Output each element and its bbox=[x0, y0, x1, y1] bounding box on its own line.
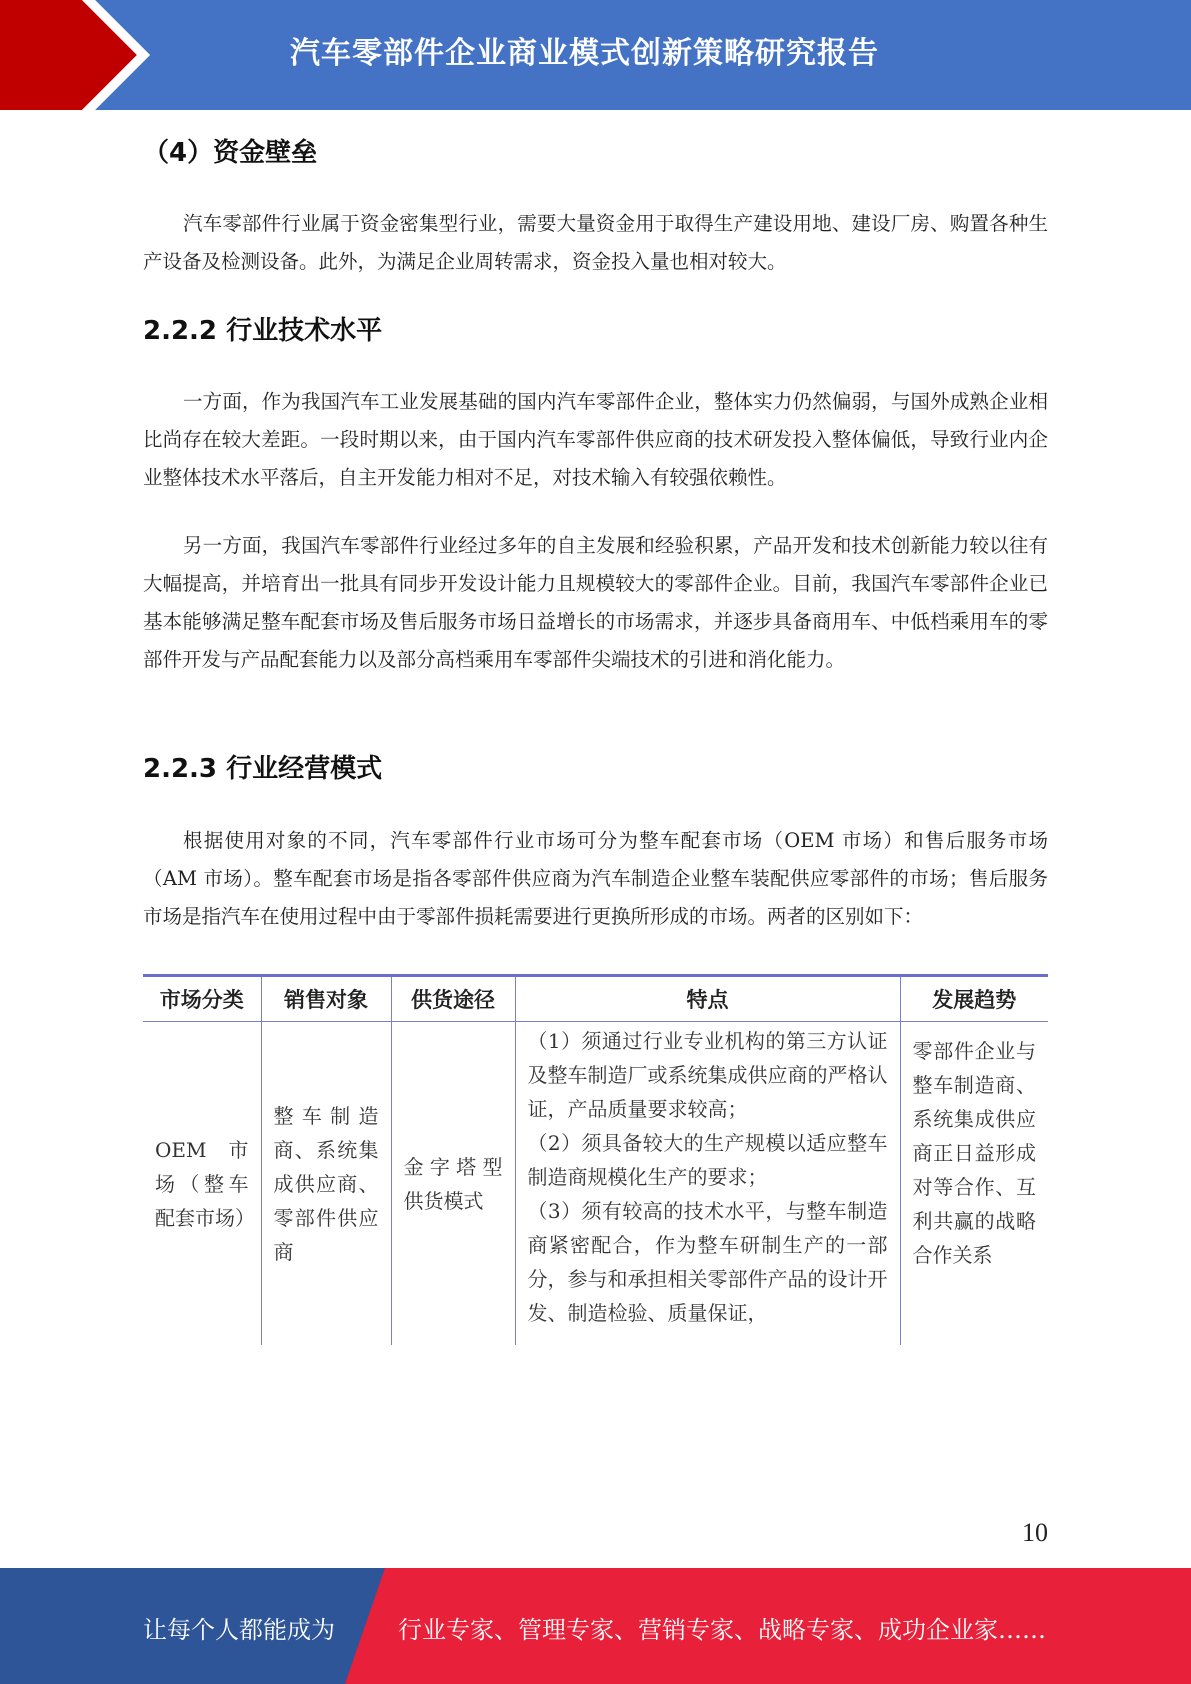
page-number: 10 bbox=[1022, 1518, 1048, 1547]
table-header-cell: 特点 bbox=[515, 976, 900, 1022]
report-title: 汽车零部件企业商业模式创新策略研究报告 bbox=[290, 36, 879, 71]
feature-item: （3）须有较高的技术水平，与整车制造商紧密配合，作为整车研制生产的一部分，参与和承担相关零部件产品的设计开发、制造检验、质量保证， bbox=[527, 1199, 888, 1324]
paragraph-capital: 汽车零部件行业属于资金密集型行业，需要大量资金用于取得生产建设用地、建设厂房、购置各种生产设备及检测设备。此外，为满足企业周转需求，资金投入量也相对较大。 bbox=[143, 212, 1048, 273]
table-header-cell: 发展趋势 bbox=[900, 976, 1048, 1022]
feature-item: （1）须通过行业专业机构的第三方认证及整车制造厂或系统集成供应商的严格认证，产品质量要求较高； bbox=[527, 1029, 888, 1121]
paragraph-tech-2: 另一方面，我国汽车零部件行业经过多年的自主发展和经验积累，产品开发和技术创新能力较以往有大幅提高，并培育出一批具有同步开发设计能力且规模较大的零部件企业。目前，我国汽车零部件企业已基本能够满足整车配套市场及售后服务市场日益增长的市场需求，并逐步具备商用车、中低档乘用车的零部件开发与产品配套能力以及部分高档乘用车零部件尖端技术的引进和消化能力。 bbox=[143, 534, 1048, 671]
table-header-cell: 供货途径 bbox=[391, 976, 515, 1022]
table-header-cell: 销售对象 bbox=[261, 976, 391, 1022]
table-header-row bbox=[143, 976, 1048, 1022]
table-header-cell: 市场分类 bbox=[143, 976, 261, 1022]
heading-business-mode: 2.2.3 行业经营模式 bbox=[143, 754, 383, 784]
footer-slogan-right: 行业专家、管理专家、营销专家、战略专家、成功企业家…… bbox=[398, 1616, 1046, 1644]
heading-capital-barrier: （4）资金壁垒 bbox=[143, 138, 318, 168]
market-comparison-table bbox=[143, 974, 1048, 1345]
cell-development-trend: 零部件企业与整车制造商、系统集成供应商正日益形成对等合作、互利共赢的战略合作关系 bbox=[900, 1022, 1048, 1346]
footer-slogan-left: 让每个人都能成为 bbox=[143, 1616, 335, 1644]
table-row bbox=[143, 1022, 1048, 1346]
cell-market-category: OEM 市场（整车配套市场） bbox=[155, 1137, 255, 1230]
paragraph-business-mode: 根据使用对象的不同，汽车零部件行业市场可分为整车配套市场（OEM 市场）和售后服务市场（AM 市场）。整车配套市场是指各零部件供应商为汽车制造企业整车装配供应零部件的市场；售后服务市场是指汽车在使用过程中由于零部件损耗需要进行更换所形成的市场。两者的区别如下： bbox=[143, 829, 1048, 928]
heading-tech-level: 2.2.2 行业技术水平 bbox=[143, 316, 383, 346]
cell-features bbox=[515, 1022, 900, 1346]
paragraph-tech-1: 一方面，作为我国汽车工业发展基础的国内汽车零部件企业，整体实力仍然偏弱，与国外成熟企业相比尚存在较大差距。一段时期以来，由于国内汽车零部件供应商的技术研发投入整体偏低，导致行业内企业整体技术水平落后，自主开发能力相对不足，对技术输入有较强依赖性。 bbox=[143, 390, 1048, 489]
feature-item: （2）须具备较大的生产规模以适应整车制造商规模化生产的要求； bbox=[527, 1131, 888, 1189]
cell-sales-target: 整车制造商、系统集成供应商、零部件供应商 bbox=[261, 1022, 391, 1346]
page-header bbox=[0, 0, 1191, 110]
red-chevron-icon bbox=[0, 0, 150, 110]
page-footer bbox=[0, 1568, 1191, 1684]
cell-supply-channel: 金字塔型供货模式 bbox=[391, 1022, 515, 1346]
